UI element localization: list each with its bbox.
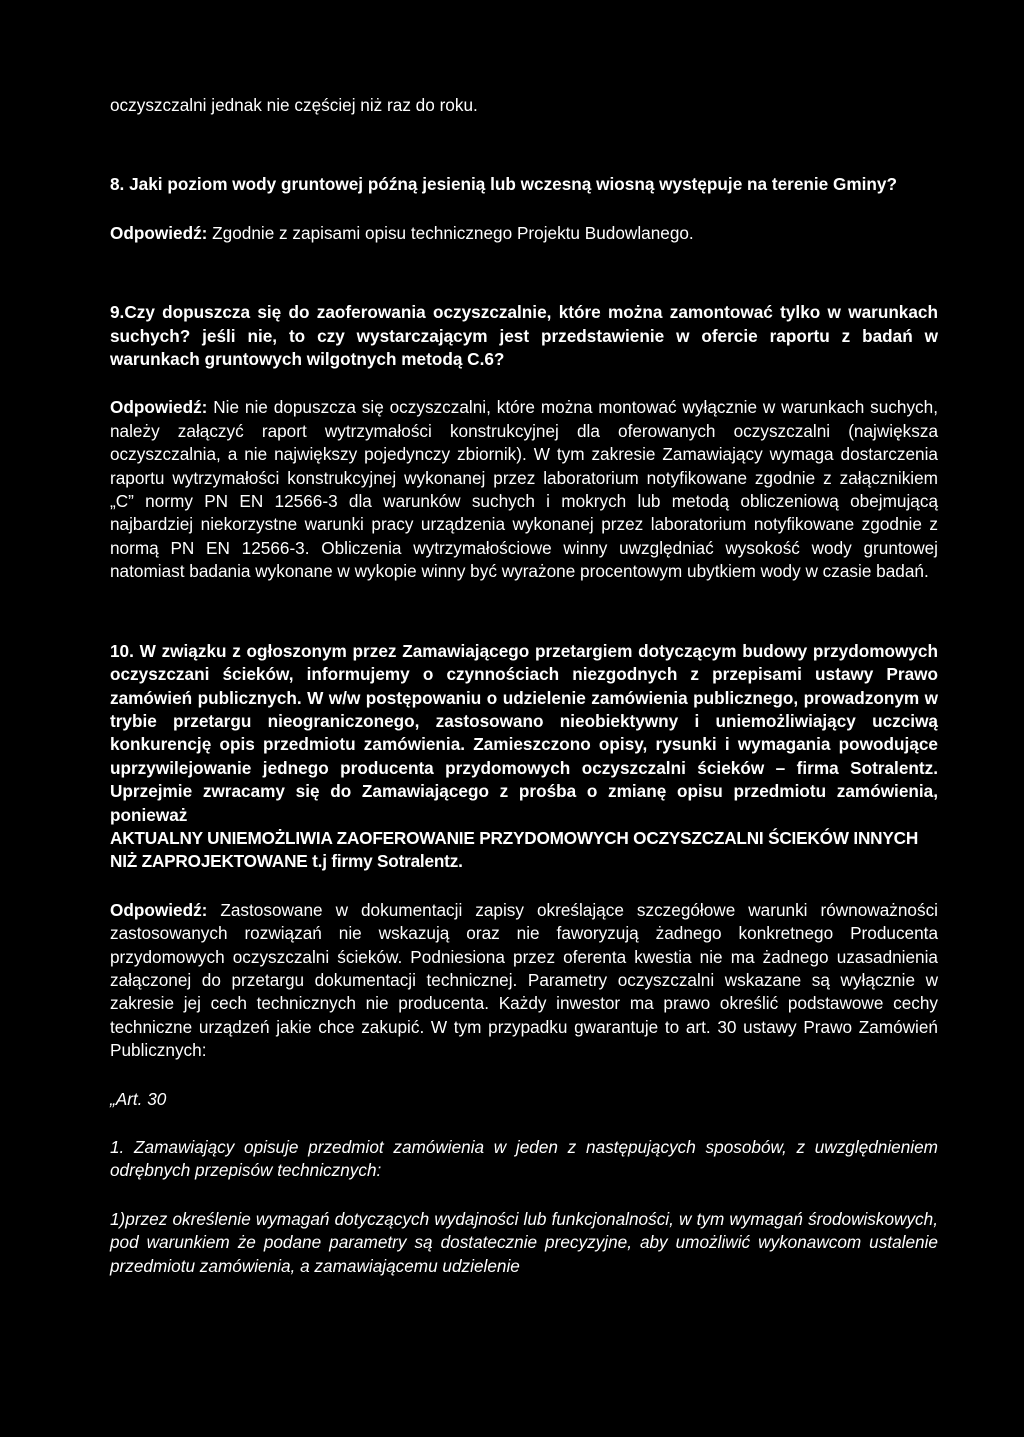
document-page (110, 94, 938, 1278)
quote-point-1: 1. Zamawiający opisuje przedmiot zamówienia w jeden z następujących sposobów, z uwzględnieniem odrębnych przepisów technicznych: (110, 1137, 938, 1181)
question-8: 8. Jaki poziom wody gruntowej późną jesienią lub wczesną wiosną występuje na terenie Gminy? (110, 174, 897, 195)
answer-10 (110, 899, 938, 1063)
answer-label: Odpowiedź: (110, 899, 208, 920)
answer-text: Nie nie dopuszcza się oczyszczalni, które można montować wyłącznie w warunkach suchych, należy załączyć raport wytrzymałości konstrukcyjnej dla oferowanych oczyszczalni (największa oczyszczalnia, a nie największy pojedynczy zbiornik). W tym zakresie Zamawiający wymaga dostarczenia raportu wytrzymałości konstrukcyjnej wykonanej przez laboratorium notyfikowane zgodnie z załącznikiem „C” normy PN EN 12566-3 dla warunków suchych i mokrych lub metodą obliczeniową obejmującą najbardziej niekorzystne warunki pracy urządzenia wykonanej przez laboratorium notyfikowane zgodnie z normą PN EN 12566-3. Obliczenia wytrzymałościowe winny uwzględniać wysokość wody gruntowej natomiast badania wykonane w wykopie winny być wyrażone procentowym ubytkiem wody w czasie badań. (110, 397, 938, 582)
answer-text: Zgodnie z zapisami opisu technicznego Projektu Budowlanego. (207, 222, 694, 243)
answer-text: Zastosowane w dokumentacji zapisy określające szczegółowe warunki równoważności zastosowanych rozwiązań nie wskazują oraz nie faworyzują żadnego konkretnego Producenta przydomowych oczyszczalni ścieków. Podniesiona przez oferenta kwestia nie ma żadnego uzasadnienia załączonej do przetargu dokumentacji technicznej. Parametry oczyszczalni wskazane są wyłącznie w zakresie jej cech technicznych nie producenta. Każdy inwestor ma prawo określić podstawowe cechy techniczne urządzeń jakie chce zakupić. W tym przypadku gwarantuje to art. 30 ustawy Prawo Zamówień Publicznych: (110, 899, 938, 1061)
question-10: 10. W związku z ogłoszonym przez Zamawiającego przetargiem dotyczącym budowy przydomowych oczyszczani ścieków, informujemy o czynnościach niezgodnych z przepisami ustawy Prawo zamówień publicznych. W w/w postępowaniu o udzielenie zamówienia publicznego, prowadzonym w trybie przetargu nieograniczonego, zastosowano nieobiektywny i uniemożliwiający uczciwą konkurencję opis przedmiotu zamówienia. Zamieszczono opisy, rysunki i wymagania powodujące uprzywilejowanie jednego producenta przydomowych oczyszczalni ścieków – firma Sotralentz. Uprzejmie zwracamy się do Zamawiającego z prośba o zmianę opisu przedmiotu zamówienia, ponieważ (110, 640, 938, 825)
quote-article: „Art. 30 (110, 1088, 167, 1109)
spacer (110, 1111, 938, 1136)
answer-label: Odpowiedź: (110, 397, 208, 418)
quote-point-1-1: 1)przez określenie wymagań dotyczących wydajności lub funkcjonalności, w tym wymagań środowiskowych, pod warunkiem że podane parametry są dostatecznie precyzyjne, aby umożliwić wykonawcom ustalenie przedmiotu zamówienia, a zamawiającemu udzielenie (110, 1208, 938, 1276)
question-10-caps: AKTUALNY UNIEMOŻLIWIA ZAOFEROWANIE PRZYDOMOWYCH OCZYSZCZALNI ŚCIEKÓW INNYCH NIŻ ZAPROJEKTOWANE t.j firmy Sotralentz. (110, 827, 919, 872)
spacer (110, 197, 938, 222)
answer-8 (110, 222, 938, 245)
spacer (110, 371, 938, 396)
answer-9 (110, 396, 938, 583)
answer-label: Odpowiedź: (110, 222, 208, 243)
spacer (110, 1183, 938, 1208)
spacer (110, 1063, 938, 1088)
spacer (110, 584, 938, 640)
spacer (110, 117, 938, 173)
spacer (110, 245, 938, 301)
question-9: 9.Czy dopuszcza się do zaoferowania oczyszczalnie, które można zamontować tylko w warunkach suchych? jeśli nie, to czy wystarczającym jest przedstawienie w ofercie raportu z badań w warunkach gruntowych wilgotnych metodą C.6? (110, 302, 938, 370)
intro-line: oczyszczalni jednak nie częściej niż raz do roku. (110, 95, 478, 115)
spacer (110, 874, 938, 899)
